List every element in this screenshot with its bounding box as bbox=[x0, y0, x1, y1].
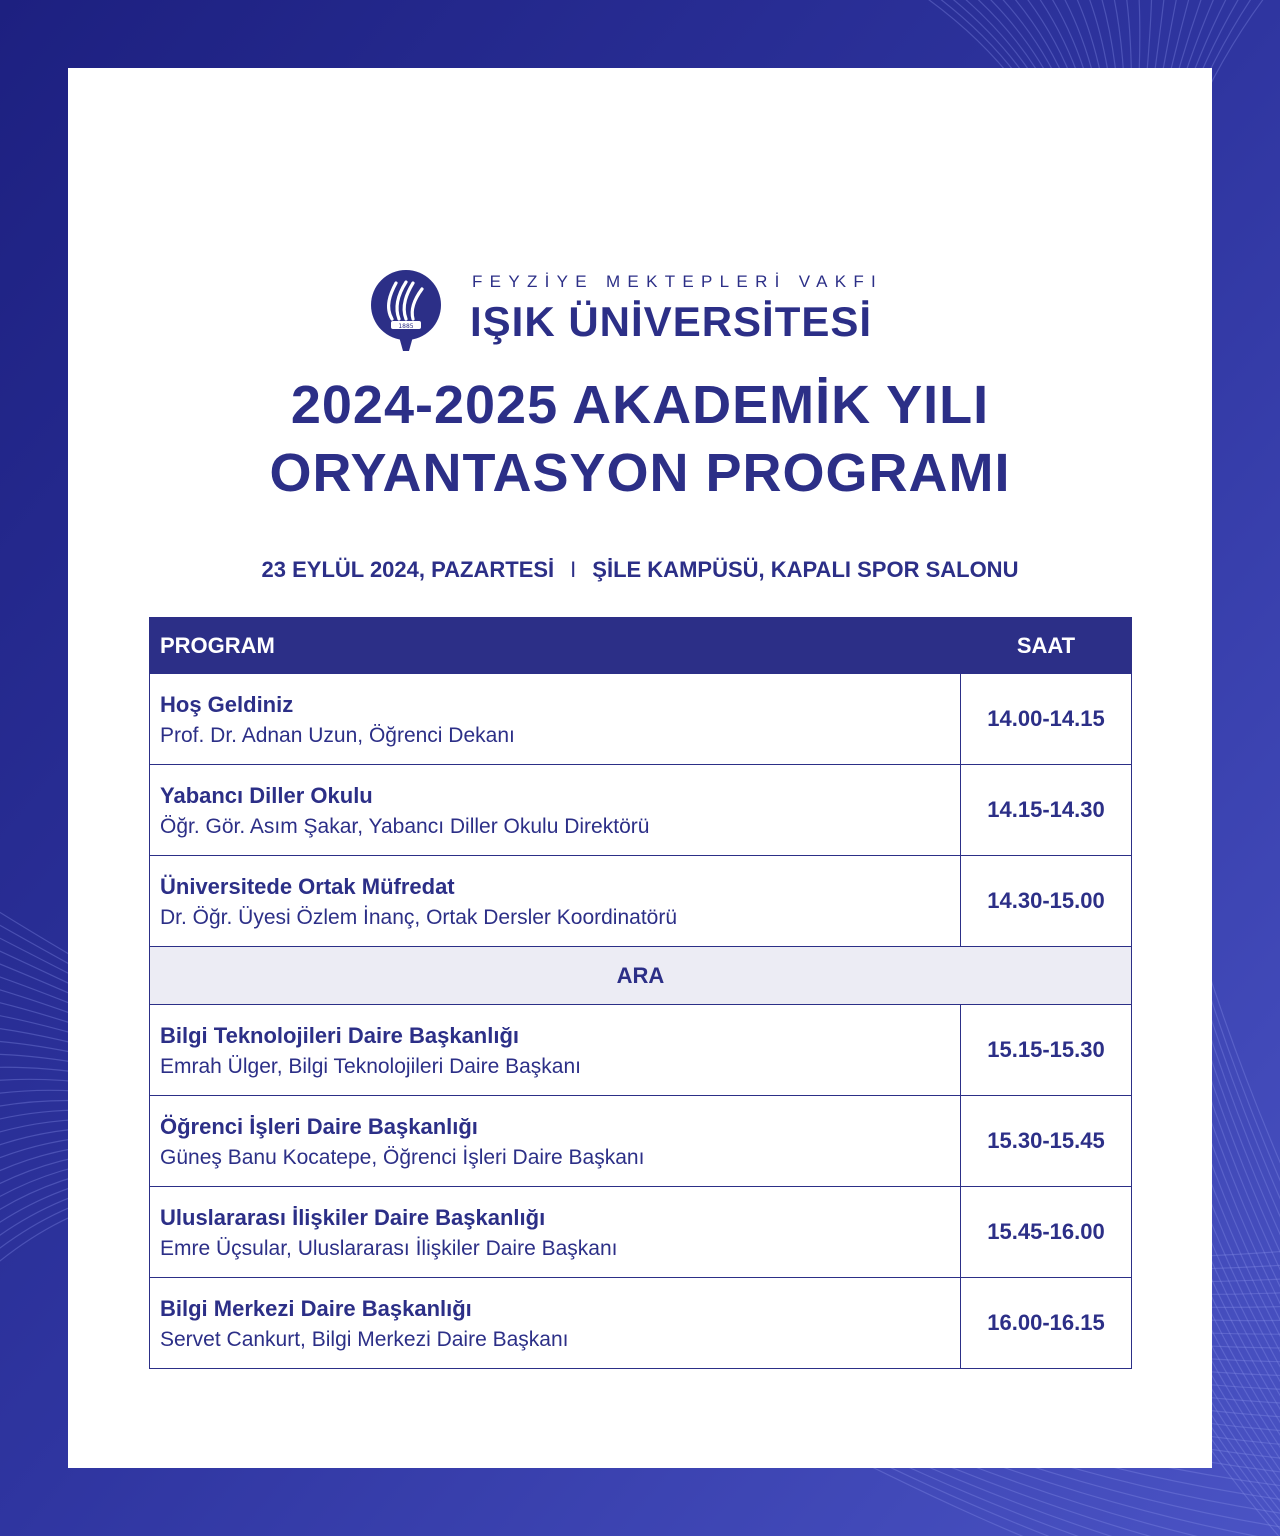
table-row bbox=[150, 856, 1132, 947]
table-header-row bbox=[150, 618, 1132, 674]
table-row bbox=[150, 1096, 1132, 1187]
event-info bbox=[68, 557, 1212, 583]
program-speaker: Emrah Ülger, Bilgi Teknolojileri Daire Başkanı bbox=[160, 1054, 581, 1078]
program-title: Bilgi Merkezi Daire Başkanlığı bbox=[160, 1295, 472, 1321]
university-logo bbox=[368, 203, 1018, 363]
table-row bbox=[150, 1005, 1132, 1096]
program-title: Üniversitede Ortak Müfredat bbox=[160, 873, 455, 899]
event-separator: I bbox=[570, 557, 577, 582]
break-row bbox=[150, 947, 1132, 1005]
time-cell: 14.30-15.00 bbox=[961, 856, 1132, 947]
program-title: Öğrenci İşleri Daire Başkanlığı bbox=[160, 1113, 478, 1139]
program-cell bbox=[150, 856, 961, 947]
program-cell bbox=[150, 1187, 961, 1278]
time-cell: 14.00-14.15 bbox=[961, 674, 1132, 765]
program-cell bbox=[150, 1278, 961, 1369]
program-speaker: Dr. Öğr. Üyesi Özlem İnanç, Ortak Dersler Koordinatörü bbox=[160, 905, 678, 929]
event-date: 23 EYLÜL 2024, PAZARTESİ bbox=[261, 557, 555, 582]
program-speaker: Servet Cankurt, Bilgi Merkezi Daire Başkanı bbox=[160, 1327, 569, 1351]
program-cell bbox=[150, 1096, 961, 1187]
time-cell: 14.15-14.30 bbox=[961, 765, 1132, 856]
schedule-table bbox=[149, 617, 1132, 1369]
university-name: IŞIK ÜNİVERSİTESİ bbox=[470, 298, 873, 345]
table-row bbox=[150, 765, 1132, 856]
time-cell: 15.45-16.00 bbox=[961, 1187, 1132, 1278]
column-header-program: PROGRAM bbox=[150, 618, 961, 674]
program-speaker: Emre Üçsular, Uluslararası İlişkiler Daire Başkanı bbox=[160, 1236, 618, 1260]
program-speaker: Öğr. Gör. Asım Şakar, Yabancı Diller Okulu Direktörü bbox=[160, 814, 650, 838]
break-label: ARA bbox=[150, 947, 1132, 1005]
time-cell: 15.15-15.30 bbox=[961, 1005, 1132, 1096]
program-speaker: Güneş Banu Kocatepe, Öğrenci İşleri Daire Başkanı bbox=[160, 1145, 645, 1169]
foundation-name: FEYZİYE MEKTEPLERİ VAKFI bbox=[472, 272, 884, 291]
table-row bbox=[150, 1278, 1132, 1369]
program-cell bbox=[150, 1005, 961, 1096]
table-row bbox=[150, 1187, 1132, 1278]
program-title: Bilgi Teknolojileri Daire Başkanlığı bbox=[160, 1022, 520, 1048]
program-title: Hoş Geldiniz bbox=[160, 691, 294, 717]
table-row bbox=[150, 674, 1132, 765]
program-title: Yabancı Diller Okulu bbox=[160, 782, 373, 808]
time-cell: 16.00-16.15 bbox=[961, 1278, 1132, 1369]
program-card bbox=[68, 68, 1212, 1468]
svg-text:1885: 1885 bbox=[398, 323, 414, 330]
program-cell bbox=[150, 765, 961, 856]
program-speaker: Prof. Dr. Adnan Uzun, Öğrenci Dekanı bbox=[160, 723, 515, 747]
event-location: ŞİLE KAMPÜSÜ, KAPALI SPOR SALONU bbox=[592, 557, 1019, 582]
program-title: Uluslararası İlişkiler Daire Başkanlığı bbox=[160, 1204, 546, 1230]
title-line-2: ORYANTASYON PROGRAMI bbox=[269, 443, 1011, 503]
title-line-1: 2024-2025 AKADEMİK YILI bbox=[290, 375, 990, 435]
program-cell bbox=[150, 674, 961, 765]
page-title bbox=[68, 371, 1212, 507]
column-header-time: SAAT bbox=[961, 618, 1132, 674]
time-cell: 15.30-15.45 bbox=[961, 1096, 1132, 1187]
